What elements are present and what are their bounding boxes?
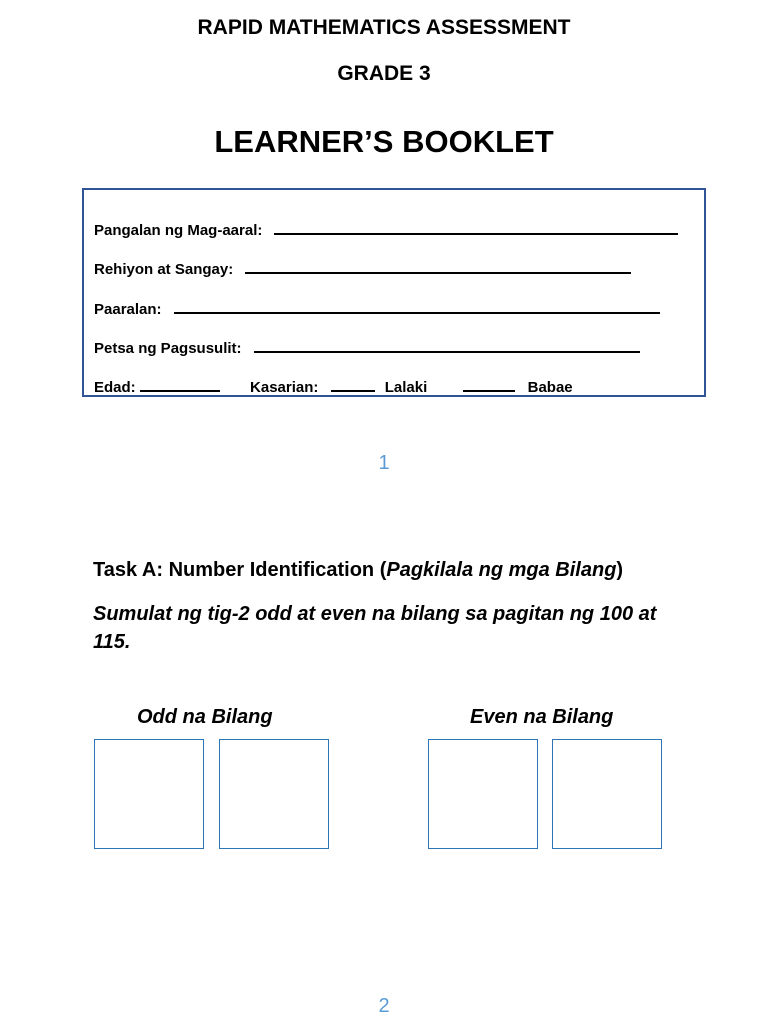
task-title-italic: Pagkilala ng mga Bilang [386,559,617,581]
male-checkbox-line[interactable] [331,375,375,392]
booklet-title: LEARNER’S BOOKLET [214,124,554,159]
learner-info-box [82,188,706,397]
age-field[interactable] [140,375,220,392]
task-title [93,559,623,582]
age-sex-row [94,375,573,396]
school-label: Paaralan: [94,301,162,318]
odd-answer-box-1[interactable] [94,739,204,849]
task-instruction: Sumulat ng tig-2 odd at even na bilang sa pagitan ng 100 at 115. [93,603,657,653]
male-label: Lalaki [384,379,428,396]
name-field[interactable] [274,218,678,235]
date-row [94,336,640,357]
page-number-2: 2 [378,995,390,1017]
assessment-title: RAPID MATHEMATICS ASSESSMENT [197,16,571,39]
even-heading: Even na Bilang [470,706,614,728]
even-answer-box-1[interactable] [428,739,538,849]
odd-answer-box-2[interactable] [219,739,329,849]
grade-label: GRADE 3 [337,62,431,85]
even-answer-box-2[interactable] [552,739,662,849]
name-row [94,218,678,239]
date-field[interactable] [254,336,640,353]
female-checkbox-line[interactable] [463,375,515,392]
task-title-suffix: ) [616,559,624,581]
name-label: Pangalan ng Mag-aaral: [94,222,263,239]
age-label: Edad: [94,379,136,396]
date-label: Petsa ng Pagsusulit: [94,340,242,357]
school-field[interactable] [174,297,660,314]
task-title-prefix: Task A: Number Identification ( [93,559,387,581]
female-label: Babae [527,379,573,396]
region-field[interactable] [245,257,631,274]
region-label: Rehiyon at Sangay: [94,261,234,278]
odd-heading: Odd na Bilang [137,706,273,728]
page-number-1: 1 [378,452,390,474]
school-row [94,297,660,318]
sex-label: Kasarian: [250,379,319,396]
region-row [94,257,631,278]
